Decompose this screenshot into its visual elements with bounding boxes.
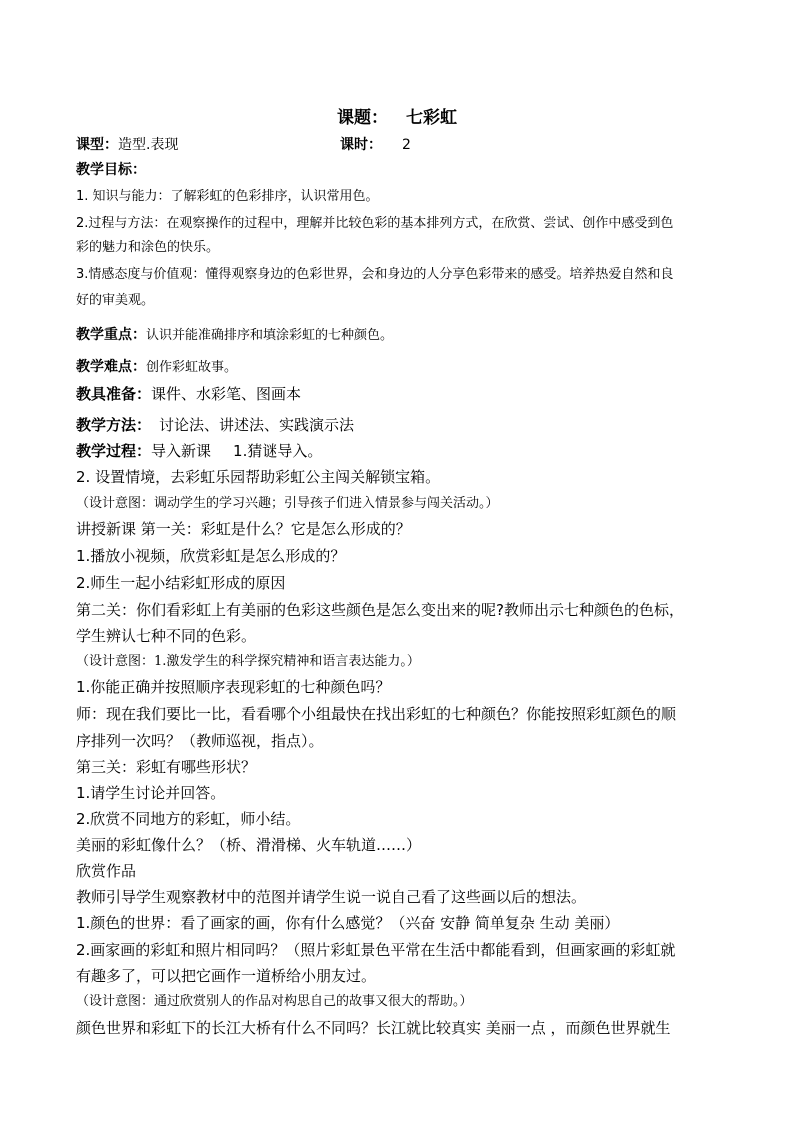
process-line: 第二关：你们看彩虹上有美丽的色彩这些颜色是怎么变出来的呢?教师出示七种颜色的色标， [76, 601, 684, 619]
course-type-label: 课型： [76, 137, 118, 153]
process-line: 美丽的彩虹像什么？（桥、滑滑梯、火车轨道……） [76, 836, 422, 854]
objective-item-3-line-2: 好的审美观。 [76, 293, 155, 308]
process-line: 1.请学生讨论并回答。 [76, 784, 226, 802]
key-point-label: 教学重点： [76, 327, 146, 343]
title-value: 七彩虹 [406, 108, 457, 128]
design-intent-note: （设计意图：通过欣赏别人的作品对构思自己的故事又很大的帮助。） [76, 994, 473, 1009]
process-line: 教师引导学生观察教材中的范图并请学生说一说自己看了这些画以后的想法。 [76, 888, 587, 906]
meta-row [76, 135, 178, 155]
process-row [76, 441, 322, 461]
key-point-row [76, 325, 393, 346]
process-line: 2.师生一起小结彩虹形成的原因 [76, 574, 286, 592]
hours-label: 课时： [340, 137, 382, 153]
objective-item-1: 1. 知识与能力：了解彩虹的色彩排序，认识常用色。 [76, 189, 379, 204]
materials-value: 课件、水彩笔、图画本 [151, 385, 302, 403]
process-line: 2. 设置情境，去彩虹乐园帮助彩虹公主闯关解锁宝箱。 [76, 468, 441, 486]
lesson-title [0, 106, 794, 130]
process-intro: 导入新课 [151, 442, 212, 460]
difficulty-value: 创作彩虹故事。 [146, 360, 238, 375]
design-intent-note: （设计意图：调动学生的学习兴趣；引导孩子们进入情景参与闯关活动。） [76, 496, 499, 511]
objectives-heading: 教学目标： [76, 162, 146, 178]
methods-value: 讨论法、讲述法、实践演示法 [159, 416, 355, 434]
difficulty-row [76, 357, 237, 378]
objective-item-2-line-1: 2.过程与方法：在观察操作的过程中，理解并比较色彩的基本排列方式，在欣赏、尝试、创作中感受到色 [76, 216, 674, 231]
difficulty-label: 教学难点： [76, 359, 146, 375]
process-line: 1.播放小视频，欣赏彩虹是怎么形成的？ [76, 547, 346, 565]
title-label: 课题： [337, 108, 388, 128]
objective-item-2-line-2: 彩的魅力和涂色的快乐。 [76, 240, 220, 255]
key-point-value: 认识并能准确排序和填涂彩虹的七种颜色。 [146, 328, 394, 343]
objective-item-3-line-1: 3.情感态度与价值观：懂得观察身边的色彩世界，会和身边的人分享色彩带来的感受。培养热爱自然和良 [76, 267, 674, 282]
materials-label: 教具准备： [76, 385, 152, 403]
materials-row [76, 384, 301, 404]
process-line: 讲授新课 第一关：彩虹是什么？它是怎么形成的？ [76, 520, 411, 538]
course-type-value: 造型.表现 [118, 137, 179, 153]
process-line: 第三关：彩虹有哪些形状？ [76, 758, 257, 776]
process-line: 1.你能正确并按照顺序表现彩虹的七种颜色吗？ [76, 678, 391, 696]
process-line: 1.颜色的世界：看了画家的画，你有什么感觉？（兴奋 安静 简单复杂 生动 美丽） [76, 914, 620, 932]
design-intent-note: （设计意图：1.激发学生的科学探究精神和语言表达能力。） [76, 654, 420, 669]
process-line: 颜色世界和彩虹下的长江大桥有什么不同吗？长江就比较真实 美丽一点 ，而颜色世界就生 [76, 1019, 671, 1037]
process-line: 2.欣赏不同地方的彩虹，师小结。 [76, 810, 301, 828]
process-line: 序排列一次吗？（教师巡视，指点）。 [76, 732, 324, 750]
methods-label: 教学方法： [76, 416, 152, 434]
hours-value: 2 [402, 137, 411, 153]
process-label: 教学过程： [76, 442, 152, 460]
methods-row [76, 415, 354, 435]
process-intro-step: 1.猜谜导入。 [233, 442, 323, 460]
process-line: 欣赏作品 [76, 862, 137, 880]
hours-row [340, 135, 411, 155]
process-line: 师：现在我们要比一比，看看哪个小组最快在找出彩虹的七种颜色？你能按照彩虹颜色的顺 [76, 705, 677, 723]
process-line: 学生辨认七种不同的色彩。 [76, 627, 257, 645]
process-line: 有趣多了，可以把它画作一道桥给小朋友过。 [76, 967, 377, 985]
process-line: 2.画家画的彩虹和照片相同吗？（照片彩虹景色平常在生活中都能看到，但画家画的彩虹就 [76, 941, 676, 959]
